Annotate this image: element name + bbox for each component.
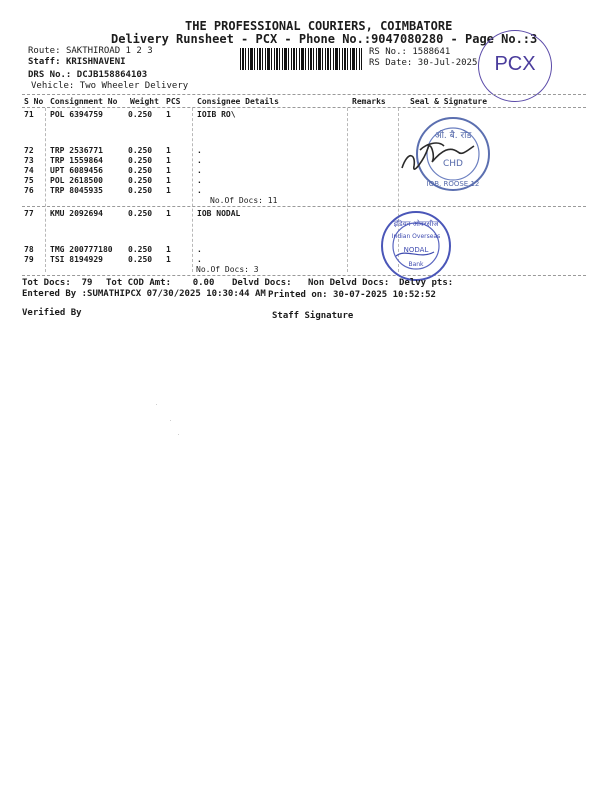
rs-no-label: RS No.:	[369, 47, 407, 57]
divider	[22, 206, 586, 207]
barcode	[240, 48, 362, 70]
svg-text:NODAL: NODAL	[403, 246, 429, 254]
divider	[22, 275, 586, 276]
pcx-stamp-text: PCX	[494, 53, 536, 75]
delvd-docs-label: Delvd Docs:	[232, 278, 292, 288]
scan-speck	[178, 434, 179, 435]
drs-label: DRS No.:	[28, 70, 72, 80]
delvy-pts-label: Delvy pts:	[399, 278, 454, 288]
rs-date-label: RS Date:	[369, 58, 413, 68]
staff-value: KRISHNAVENI	[65, 57, 126, 67]
scan-speck	[170, 420, 171, 421]
tot-docs-value: 79	[81, 278, 93, 288]
route-line	[28, 46, 153, 56]
rs-date-value: 30-Jul-2025	[417, 58, 478, 68]
divider	[22, 107, 586, 108]
divider	[22, 94, 586, 95]
verified-by: Verified By	[22, 308, 82, 318]
column-separator	[45, 108, 46, 272]
tot-cod-label: Tot COD Amt:	[106, 278, 172, 288]
printed-on: Printed on: 30-07-2025 10:52:52	[268, 290, 436, 300]
col-pcs: PCS	[166, 97, 181, 106]
col-remarks: Remarks	[352, 97, 386, 106]
vehicle-value: Two Wheeler Delivery	[79, 81, 189, 91]
svg-text:Bank: Bank	[408, 261, 424, 268]
drs-line	[28, 70, 147, 80]
rs-date-line	[369, 58, 477, 68]
svg-text:IOB, ROOSE 12: IOB, ROOSE 12	[426, 180, 480, 188]
staff-label: Staff:	[28, 57, 61, 67]
rs-no-line	[369, 47, 450, 57]
staff-line	[28, 57, 126, 67]
col-seal: Seal & Signature	[410, 97, 488, 106]
column-separator	[347, 108, 348, 272]
scan-speck	[156, 404, 157, 405]
tot-docs-label: Tot Docs:	[22, 278, 71, 288]
non-delvd-docs-label: Non Delvd Docs:	[308, 278, 390, 288]
staff-signature: Staff Signature	[272, 311, 354, 321]
column-separator	[192, 108, 193, 272]
svg-text:इंडियन ओवरसीज: इंडियन ओवरसीज	[393, 220, 439, 228]
svg-text:Indian Overseas: Indian Overseas	[391, 233, 441, 240]
entered-by: Entered By :SUMATHIPCX 07/30/2025 10:30:44 AM	[22, 289, 266, 299]
svg-text:ओ. बै. रोड: ओ. बै. रोड	[434, 131, 472, 141]
group-doc-count: No.Of Docs: 11	[210, 196, 278, 205]
vehicle-label: Vehicle:	[31, 81, 75, 91]
col-sno: S No	[24, 97, 44, 106]
company-name: THE PROFESSIONAL COURIERS, COIMBATORE	[185, 19, 453, 33]
pcx-stamp	[478, 30, 552, 102]
route-value: SAKTHIROAD 1 2 3	[65, 46, 153, 56]
col-consignment: Consignment No	[50, 97, 118, 106]
document-title: Delivery Runsheet - PCX - Phone No.:9047080280 - Page No.:3	[111, 32, 538, 46]
footer-totals	[22, 278, 92, 288]
drs-value: DCJB158864103	[76, 70, 148, 80]
bank-seal-stamp	[398, 110, 498, 206]
group-doc-count: No.Of Docs: 3	[196, 265, 259, 274]
tot-cod	[106, 278, 214, 288]
rs-no-value: 1588641	[412, 47, 451, 57]
vehicle-line	[31, 81, 188, 91]
route-label: Route:	[28, 46, 61, 56]
col-consignee: Consignee Details	[197, 97, 279, 106]
tot-cod-value: 0.00	[192, 278, 215, 288]
svg-text:CHD: CHD	[443, 159, 463, 169]
bank-seal-stamp	[372, 208, 460, 284]
col-weight: Weight	[130, 97, 159, 106]
